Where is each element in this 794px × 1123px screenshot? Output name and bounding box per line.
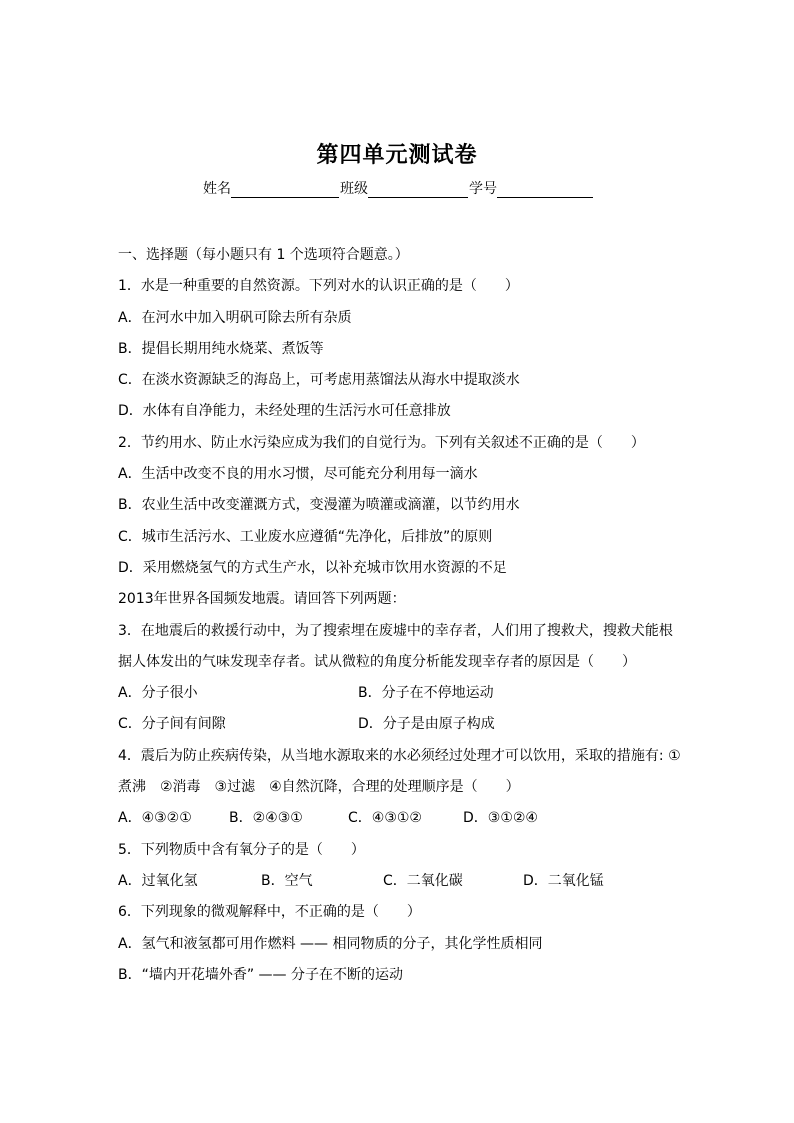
- class-blank: [368, 182, 468, 198]
- question-2: 2．节约用水、防止水污染应成为我们的自觉行为。下列有关叙述不正确的是（ ）: [118, 434, 645, 451]
- question-4: 4．震后为防止疾病传染，从当地水源取来的水必须经过处理才可以饮用，采取的措施有: ①: [118, 747, 681, 764]
- q3-option-a: A．分子很小: [118, 685, 198, 702]
- q4-option-c: C．④③①②: [348, 810, 422, 827]
- q2-option-a: A．生活中改变不良的用水习惯，尽可能充分利用每一滴水: [118, 466, 478, 483]
- q3-option-c: C．分子间有间隙: [118, 716, 226, 733]
- question-3: 3．在地震后的救援行动中，为了搜索埋在废墟中的幸存者，人们用了搜救犬，搜救犬能根: [118, 622, 673, 639]
- q4-option-d: D．③①②④: [463, 810, 538, 827]
- q4-option-b: B．②④③①: [229, 810, 303, 827]
- id-label: 学号: [469, 181, 497, 197]
- q4-option-a: A．④③②①: [118, 810, 192, 827]
- q4-options-row: [118, 803, 688, 834]
- q5-option-d: D．二氧化锰: [523, 872, 604, 889]
- q5-option-b: B．空气: [261, 872, 313, 889]
- q1-option-a: A．在河水中加入明矾可除去所有杂质: [118, 309, 352, 326]
- question-6: 6．下列现象的微观解释中，不正确的是（ ）: [118, 904, 421, 921]
- class-label: 班级: [340, 181, 368, 197]
- q6-option-b: B．“墙内开花墙外香” —— 分子在不断的运动: [118, 966, 404, 983]
- name-label: 姓名: [203, 181, 231, 197]
- q5-options-row: [118, 866, 688, 897]
- q6-option-a: A．氢气和液氢都可用作燃料 —— 相同物质的分子，其化学性质相同: [118, 935, 543, 952]
- q1-option-c: C．在淡水资源缺乏的海岛上，可考虑用蒸馏法从海水中提取淡水: [118, 372, 520, 389]
- exam-content: [118, 240, 688, 991]
- question-1: 1．水是一种重要的自然资源。下列对水的认识正确的是（ ）: [118, 278, 519, 295]
- question-4-cont: 煮沸 ②消毒 ③过滤 ④自然沉降，合理的处理顺序是（ ）: [118, 779, 520, 796]
- q3-option-d: D．分子是由原子构成: [358, 716, 495, 733]
- q1-option-b: B．提倡长期用纯水烧菜、煮饭等: [118, 340, 324, 357]
- question-5: 5．下列物质中含有氧分子的是（ ）: [118, 841, 365, 858]
- q1-option-d: D．水体有自净能力，未经处理的生活污水可任意排放: [118, 403, 451, 420]
- name-blank: [231, 182, 339, 198]
- page-title: 第四单元测试卷: [316, 142, 478, 168]
- q5-option-a: A．过氧化氢: [118, 872, 198, 889]
- question-3-cont: 据人体发出的气味发现幸存者。试从微粒的角度分析能发现幸存者的原因是（ ）: [118, 653, 636, 670]
- q5-option-c: C．二氧化碳: [383, 872, 463, 889]
- q2-option-c: C．城市生活污水、工业废水应遵循“先净化，后排放”的原则: [118, 528, 493, 545]
- q2-option-b: B．农业生活中改变灌溉方式，变漫灌为喷灌或滴灌，以节约用水: [118, 497, 520, 514]
- passage-intro: 2013年世界各国频发地震。请回答下列两题：: [118, 591, 406, 608]
- q3-option-b: B．分子在不停地运动: [358, 685, 494, 702]
- section-heading: 一、选择题（每小题只有 1 个选项符合题意。）: [118, 247, 409, 263]
- q2-option-d: D．采用燃烧氢气的方式生产水，以补充城市饮用水资源的不足: [118, 559, 507, 576]
- id-blank: [497, 182, 593, 198]
- q3-options-row-1: [118, 678, 688, 709]
- student-info-row: [203, 178, 594, 198]
- q3-options-row-2: [118, 709, 688, 740]
